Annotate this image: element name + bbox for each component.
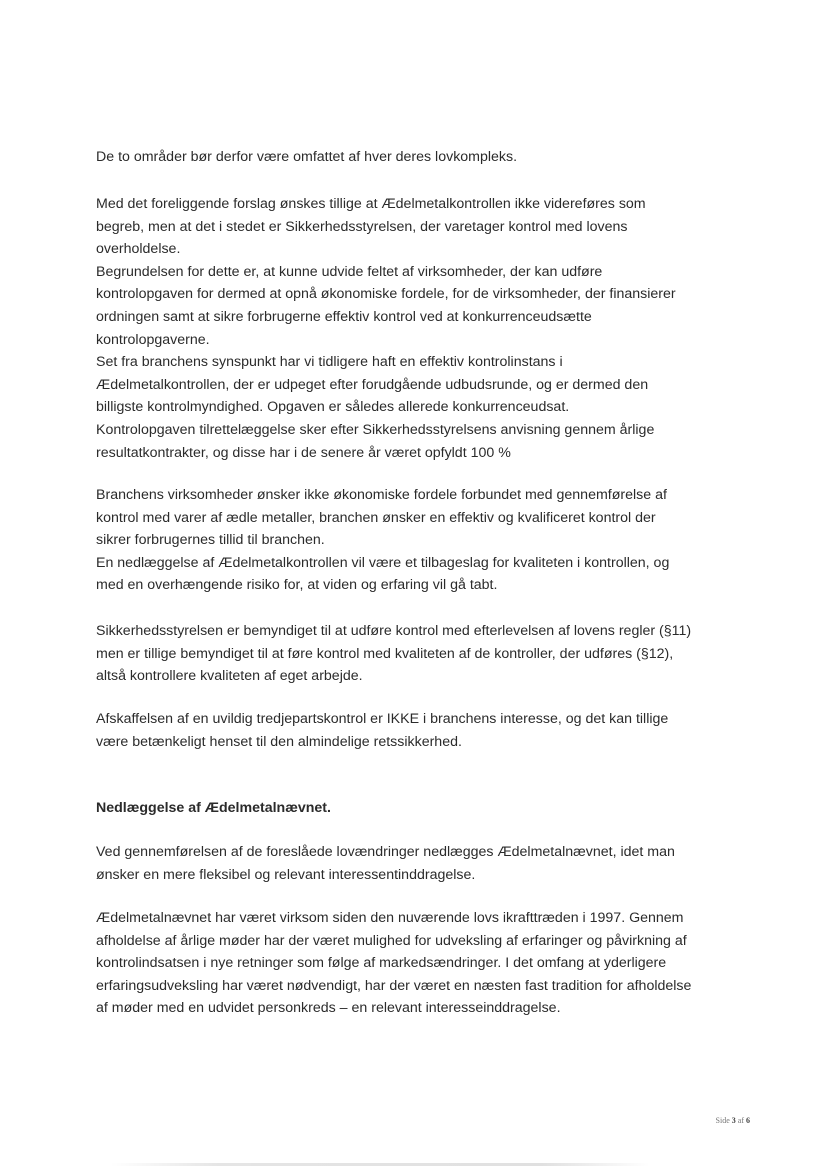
text-line: erfaringsudveksling har været nødvendigt, har der været en næsten fast tradition for afholdelse [96, 977, 692, 994]
text-line: kontrolindsatsen i nye retninger som følge af markedsændringer. I det omfang at yderligere [96, 955, 667, 972]
footer-of-label: af [737, 1116, 744, 1125]
text-line: Sikkerhedsstyrelsen er bemyndiget til at udføre kontrol med efterlevelsen af lovens regler (§11) [96, 623, 692, 639]
text-line: afholdelse af årlige møder har der været mulighed for udveksling af erfaringer og påvirkning af [96, 932, 687, 949]
text-line: Ædelmetalnævnet har været virksom siden den nuværende lovs ikrafttræden i 1997. Gennem [96, 910, 684, 926]
text-line: altså kontrollere kvaliteten af eget arbejde. [96, 668, 363, 685]
current-page-number: 3 [731, 1116, 736, 1125]
text-line: begreb, men at det i stedet er Sikkerhedsstyrelsen, der varetager kontrol med lovens [96, 218, 628, 235]
text-line: være betænkeligt henset til den almindelige retssikkerhed. [96, 733, 462, 750]
scan-edge-shadow [110, 1163, 650, 1166]
text-line: Ved gennemførelsen af de foreslåede lovændringer nedlægges Ædelmetalnævnet, idet man [96, 844, 675, 860]
text-line: Ædelmetalkontrollen, der er udpeget efter forudgående udbudsrunde, og er dermed den [96, 376, 649, 393]
paragraph-4 [96, 620, 756, 688]
text-line: De to områder bør derfor være omfattet af hver deres lovkompleks. [96, 149, 518, 165]
text-line: overholdelse. [96, 241, 181, 258]
total-pages-number: 6 [746, 1116, 750, 1125]
section-heading: Nedlæggelse af Ædelmetalnævnet. [96, 800, 331, 816]
paragraph-3 [96, 484, 756, 597]
text-line: men er tillige bemyndiget til at føre kontrol med kvaliteten af de kontroller, der udføres (§12), [96, 645, 674, 662]
text-line: ordningen samt at sikre forbrugerne effektiv kontrol ved at konkurrenceudsætte [96, 308, 592, 325]
text-line: af møder med en udvidet personkreds – en relevant interesseinddragelse. [96, 1000, 561, 1017]
footer-label: Side [715, 1116, 730, 1125]
text-line: resultatkontrakter, og disse har i de senere år været opfyldt 100 % [96, 444, 511, 461]
text-line: Branchens virksomheder ønsker ikke økonomiske fordele forbundet med gennemførelse af [96, 487, 667, 503]
text-line: Set fra branchens synspunkt har vi tidligere haft en effektiv kontrolinstans i [96, 354, 563, 371]
text-line: kontrolopgaven for dermed at opnå økonomiske fordele, for de virksomheder, der finansierer [96, 286, 676, 303]
text-line: ønsker en mere fleksibel og relevant interessentinddragelse. [96, 866, 476, 883]
text-line: billigste kontrolmyndighed. Opgaven er således allerede konkurrenceudsat. [96, 399, 570, 416]
text-line: kontrolopgaverne. [96, 331, 210, 348]
text-line: Afskaffelsen af en uvildig tredjepartskontrol er IKKE i branchens interesse, og det kan tillige [96, 711, 669, 727]
text-line: med en overhængende risiko for, at viden og erfaring vil gå tabt. [96, 577, 498, 594]
paragraph-2 [96, 193, 756, 464]
paragraph-7 [96, 907, 756, 1020]
paragraph-6 [96, 841, 756, 886]
paragraph-5 [96, 708, 756, 753]
text-line: Kontrolopgaven tilrettelæggelse sker efter Sikkerhedsstyrelsens anvisning gennem årlige [96, 421, 655, 438]
text-line: Med det foreliggende forslag ønskes tillige at Ædelmetalkontrollen ikke videreføres som [96, 196, 646, 212]
paragraph-1 [96, 146, 756, 169]
page-number-footer [700, 1116, 750, 1125]
text-line: Begrundelsen for dette er, at kunne udvide feltet af virksomheder, der kan udføre [96, 263, 603, 280]
text-line: sikrer forbrugernes tillid til branchen. [96, 532, 325, 549]
text-line: En nedlæggelse af Ædelmetalkontrollen vil være et tilbageslag for kvaliteten i kontrollen, og [96, 554, 670, 571]
text-line: kontrol med varer af ædle metaller, branchen ønsker en effektiv og kvalificeret kontrol der [96, 509, 656, 526]
